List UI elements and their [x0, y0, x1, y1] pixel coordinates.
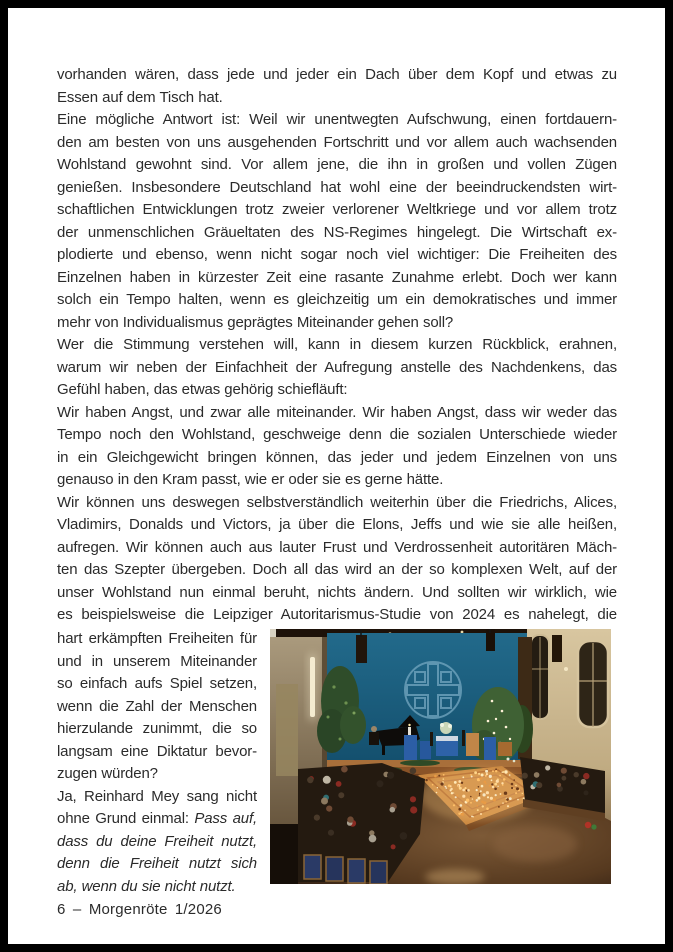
text-line: hart erkämpften Freiheiten für [57, 630, 257, 647]
text-line: den am besten von uns ausgehenden Fortschritt und vor allem auch wachsenden [57, 133, 617, 151]
text-line: Wer die Stimmung verstehen will, kann in diesem kurzen Rückblick, erahnen, [57, 336, 617, 353]
text-line: hierzulande zunimmt, die so [57, 720, 257, 737]
left-text-column [57, 628, 257, 898]
speaker [552, 635, 562, 662]
church-concert-photo [270, 629, 611, 884]
text-line: wenn die Zahl der Menschen [57, 697, 257, 715]
text-line: Essen auf dem Tisch hat. [57, 88, 223, 106]
text-line: Ja, Reinhard Mey sang nicht [57, 787, 257, 805]
text-line: mehr von Individualismus geprägtes Miteinander gehen soll? [57, 313, 454, 331]
text-line: in ein Gleichgewicht bringen können, das jeder und jedem Einzelnen von uns [57, 448, 617, 466]
text-line: Gefühl haben, das etwas gehörig schiefläuft: [57, 381, 348, 398]
text-line: Wir haben Angst, und zwar alle miteinander. Wir haben Angst, dass wir weder das [57, 403, 617, 421]
text-line: vorhanden wären, dass jede und jeder ein Dach über dem Kopf und etwas zu [57, 66, 617, 83]
text-line: Wohlstand gewohnt sind. Vor allem jene, die ihn in großen und vollen Zügen [57, 156, 617, 173]
text-line: Wir können uns deswegen selbstverständlich weiterhin über die Friedrichs, Alices, [57, 493, 617, 511]
text-line: dass du deine Freiheit nutzt, [57, 832, 257, 850]
text-line: genießen. Insbesondere Deutschland hat wohl eine der beeindruckendsten wirt- [57, 178, 617, 196]
text-line: solch ein Tempo halten, wenn es gleichzeitig um ein demokratisches und immer [57, 291, 617, 308]
text-line: schaftlichen Entwicklungen trotz zweier verlorener Weltkriege und vor allem trotz [57, 201, 617, 218]
text-line: denn die Freiheit nutzt sich [57, 855, 257, 872]
text-line: Tempo noch den Wohlstand, geschweige denn die sozialen Unterschiede wieder [57, 426, 617, 443]
text-line: unser Wohlstand nun einmal beruht, nichts ändern. Und sollten wir wirklich, wie [57, 583, 617, 601]
text-line: langsam eine Diktatur bevor- [57, 742, 257, 760]
arched-window-left [531, 635, 549, 719]
text-line: so einfach aufs Spiel setzen, [57, 675, 257, 692]
red-bag [585, 822, 591, 828]
text-line: und in unserem Miteinander [57, 652, 257, 670]
text-line: Vladimirs, Donalds und Victors, ja über die Elons, Jeffs und wie sie alle heißen, [57, 516, 617, 533]
page-footer: 6 – Morgenröte 1/2026 [57, 901, 222, 918]
arched-window-right [578, 641, 608, 727]
text-line: ten das Szepter übergeben. Doch all das wird an der so komplexen Welt, auf der [57, 561, 617, 578]
text-line: Einzelnen haben in kürzester Zeit eine rasante Zunahme erlebt. Doch wer kann [57, 268, 617, 286]
text-line: ab, wenn du sie nicht nutzt. [57, 877, 236, 895]
text-line: warum wir neben der Einfachheit der Aufregung anstelle des Nachdenkens, das [57, 358, 617, 376]
text-line: genauso in den Kram passt, wie er oder sie es gerne hätte. [57, 471, 444, 488]
text-line: der unmenschlichen Gräueltaten des NS-Regimes hingelegt. Die Wirtschaft ex- [57, 223, 617, 241]
text-line: Eine mögliche Antwort ist: Weil wir unentwegten Aufschwung, einen fortdauern- [57, 111, 617, 128]
text-line: ohne Grund einmal: Pass auf, [57, 810, 257, 827]
text-line: aufregen. Wir können auch aus lauter Frust und Verdrossenheit autoritären Mäch- [57, 538, 617, 556]
text-line: es beispielsweise die Leipziger Autoritarismus-Studie von 2024 es nahelegt, die [57, 606, 617, 623]
body-text [57, 64, 617, 627]
pianist [371, 726, 377, 732]
text-line: zugen würden? [57, 765, 158, 782]
text-line: plodierte und ebenso, wenn nicht sogar noch viel wichtiger: Die Freiheiten des [57, 246, 617, 263]
wooden-chair [466, 733, 479, 756]
